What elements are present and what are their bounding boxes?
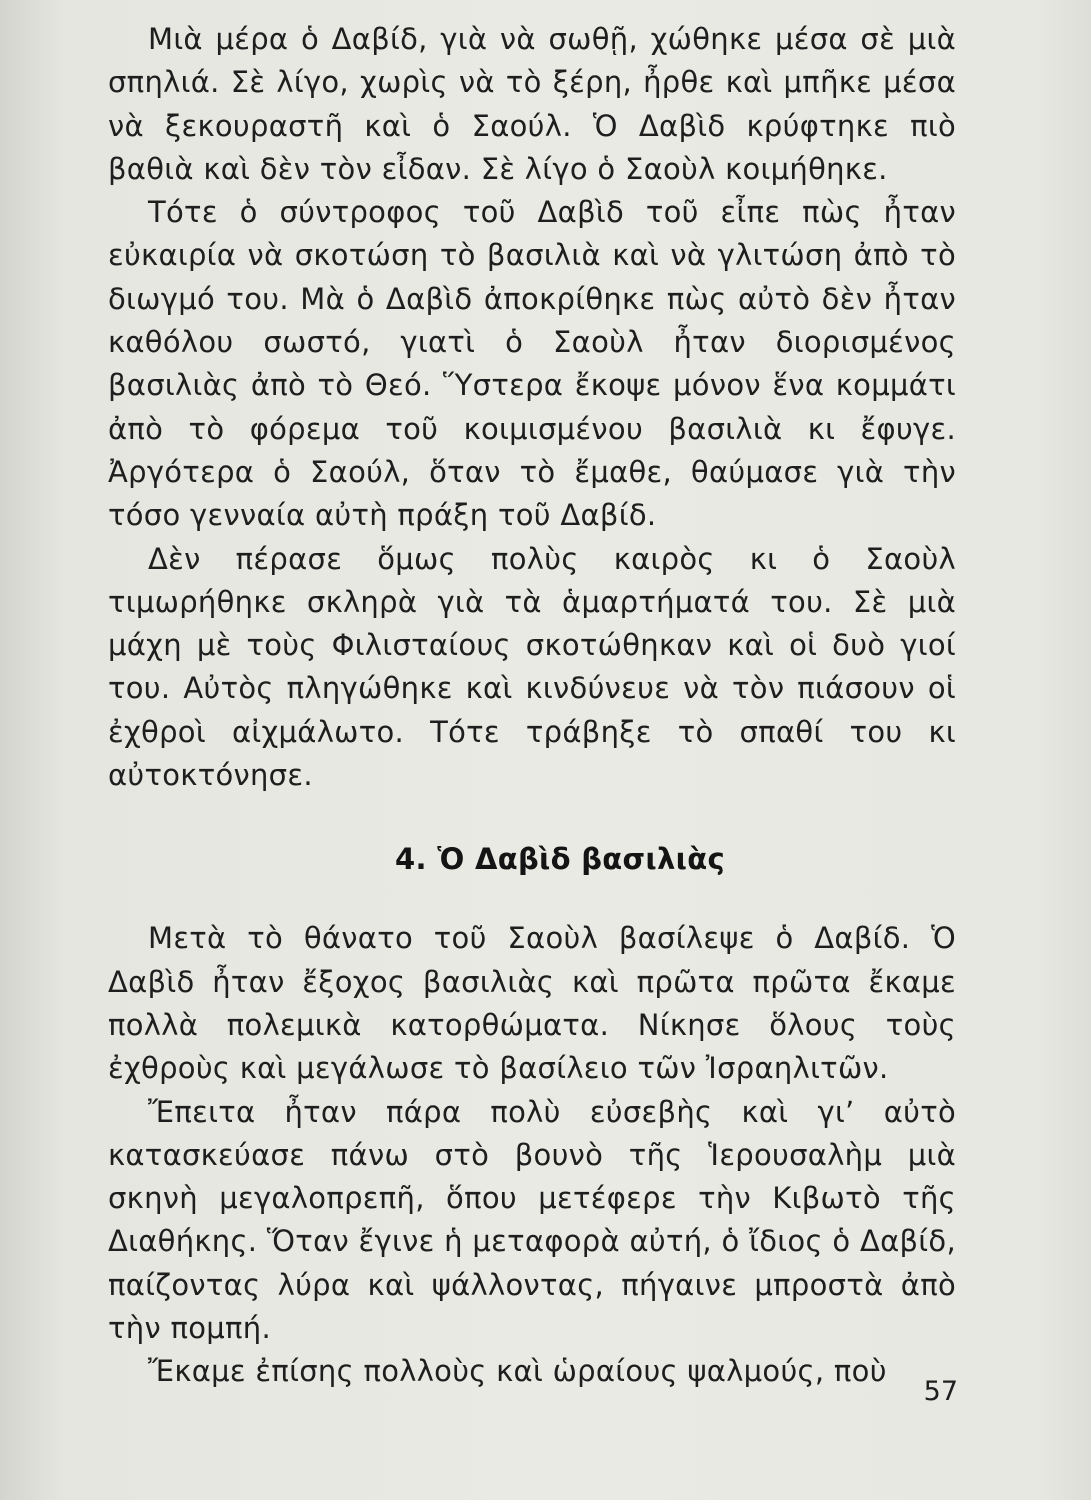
paragraph-cave: Μιὰ μέρα ὁ Δαβίδ, γιὰ νὰ σωθῇ, χώθηκε μέσα σὲ μιὰ σπηλιά. Σὲ λίγο, χωρὶς νὰ τὸ ξέρη, ἦρθε καὶ μπῆκε μέσα νὰ ξεκουραστῆ καὶ ὁ Σαούλ. Ὁ Δαβὶδ κρύφτηκε πιὸ βαθιὰ καὶ δὲν τὸν εἶδαν. Σὲ λίγο ὁ Σαοὺλ κοιμήθηκε.	[108, 22, 956, 186]
body-text	[108, 18, 956, 1394]
section-heading-text: 4. Ὁ Δαβὶδ βασιλιὰς	[395, 842, 725, 877]
paragraph-ark-of-covenant: Ἔπειτα ἦταν πάρα πολὺ εὐσεβὴς καὶ γι’ αὐτὸ κατασκεύασε πάνω στὸ βουνὸ τῆς Ἱερουσαλὴμ μιὰ σκηνὴ μεγαλοπρεπῆ, ὅπου μετέφερε τὴν Κιβωτὸ τῆς Διαθήκης. Ὅταν ἔγινε ἡ μεταφορὰ αὐτή, ὁ ἴδιος ὁ Δαβίδ, παίζοντας λύρα καὶ ψάλλοντας, πήγαινε μπροστὰ ἀπὸ τὴν πομπή.	[108, 1094, 956, 1346]
page-number: 57	[923, 1376, 958, 1407]
paragraph-psalms: Ἔκαμε ἐπίσης πολλοὺς καὶ ὡραίους ψαλμούς, ποὺ	[148, 1354, 887, 1389]
paragraph-spared-king: Τότε ὁ σύντροφος τοῦ Δαβὶδ τοῦ εἶπε πὼς ἦταν εὐκαιρία νὰ σκοτώση τὸ βασιλιὰ καὶ νὰ γλιτώση ἀπὸ τὸ διωγμό του. Μὰ ὁ Δαβὶδ ἀποκρίθηκε πὼς αὐτὸ δὲν ἦταν καθόλου σωστό, γιατὶ ὁ Σαοὺλ ἦταν διορισμένος βασιλιὰς ἀπὸ τὸ Θεό. Ὕστερα ἔκοψε μόνον ἕνα κομμάτι ἀπὸ τὸ φόρεμα τοῦ κοιμισμένου βασιλιὰ κι ἔφυγε. Ἀργότερα ὁ Σαούλ, ὅταν τὸ ἔμαθε, θαύμασε γιὰ τὴν τόσο γενναία αὐτὴ πράξη τοῦ Δαβίδ.	[108, 195, 956, 533]
paragraph-david-king: Μετὰ τὸ θάνατο τοῦ Σαοὺλ βασίλεψε ὁ Δαβίδ. Ὁ Δαβὶδ ἦταν ἔξοχος βασιλιὰς καὶ πρῶτα πρῶτα ἔκαμε πολλὰ πολεμικὰ κατορθώματα. Νίκησε ὅλους τοὺς ἐχθροὺς καὶ μεγάλωσε τὸ βασίλειο τῶν Ἰσραηλιτῶν.	[108, 921, 956, 1086]
section-heading	[108, 797, 956, 917]
paragraph-saul-death: Δὲν πέρασε ὅμως πολὺς καιρὸς κι ὁ Σαοὺλ τιμωρήθηκε σκληρὰ γιὰ τὰ ἁμαρτήματά του. Σὲ μιὰ μάχη μὲ τοὺς Φιλισταίους σκοτώθηκαν καὶ οἱ δυὸ γιοί του. Αὐτὸς πληγώθηκε καὶ κινδύνευε νὰ τὸν πιάσουν οἱ ἐχθροὶ αἰχμάλωτο. Τότε τράβηξε τὸ σπαθί του κι αὐτοκτόνησε.	[108, 541, 956, 793]
